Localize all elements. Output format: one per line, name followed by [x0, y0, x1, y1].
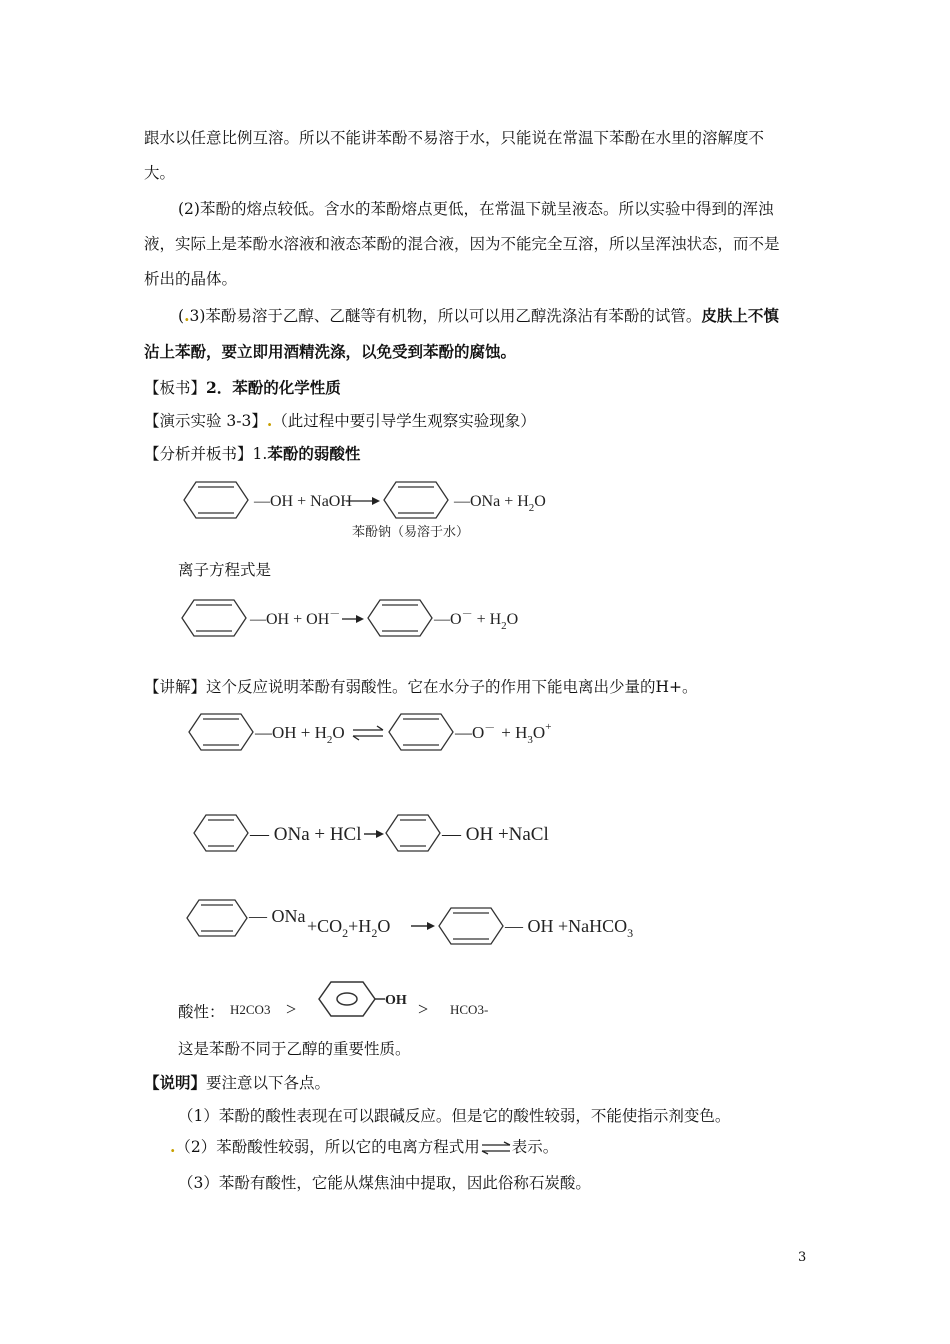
arrow-icon — [342, 615, 364, 623]
para2-line1: (2)苯酚的熔点较低。含水的苯酚熔点更低，在常温下就呈液态。所以实验中得到的浑浊 — [178, 200, 774, 218]
benzene-ring-icon — [184, 482, 248, 518]
benzene-ring-icon — [319, 982, 385, 1016]
eq3-rhs: —O－ + $H_3O^+$ — [455, 721, 552, 746]
eq4-lhs: — ONa + HCl — [250, 824, 362, 845]
board-heading — [144, 377, 341, 399]
equilibrium-arrow-icon — [480, 1141, 512, 1155]
notes-heading — [144, 1072, 330, 1094]
acidity-h2co3: H2CO3 — [230, 1002, 271, 1017]
eq5-mid: $+CO_2+H_2O$ — [307, 916, 391, 940]
notes-title: 要注意以下各点。 — [206, 1074, 331, 1092]
eq1-rhs: —ONa + $H_2O$ — [454, 493, 546, 514]
eq3-lhs: —OH + $H_2O$ — [255, 723, 345, 746]
demo-dot: . — [266, 411, 273, 430]
arrow-icon — [411, 922, 435, 930]
notes-item2-dot: . — [170, 1137, 176, 1156]
para3-dot: . — [184, 306, 190, 325]
para1-line1: 跟水以任意比例互溶。所以不能讲苯酚不易溶于水，只能说在常温下苯酚在水里的溶解度不 — [144, 129, 765, 147]
acidity-note: 这是苯酚不同于乙醇的重要性质。 — [178, 1040, 411, 1058]
benzene-ring-icon — [187, 900, 247, 936]
demo-text: （此过程中要引导学生观察实验现象） — [272, 412, 536, 430]
acidity-label: 酸性： — [178, 1003, 225, 1021]
equation-phenol-naoh — [176, 478, 576, 542]
acidity-gt-1: > — [286, 999, 297, 1019]
benzene-ring-icon — [194, 815, 248, 851]
eq1-note: 苯酚钠（易溶于水） — [352, 524, 470, 539]
para3-line1 — [178, 305, 779, 327]
page-number: 3 — [798, 1250, 807, 1265]
benzene-ring-icon — [386, 815, 440, 851]
equation-sodium-phenoxide-co2 — [183, 898, 643, 948]
analysis-text: 苯酚的弱酸性 — [267, 444, 361, 463]
eq1-lhs: —OH + NaOH — [254, 493, 352, 510]
eq2-rhs: —O－ + $H_2O$ — [434, 608, 519, 632]
para3-rest: 3)苯酚易溶于乙醇、乙醚等有机物，所以可以用乙醇洗涤沾有苯酚的试管。 — [189, 307, 702, 325]
demo-line — [144, 410, 536, 432]
benzene-ring-icon — [439, 908, 503, 944]
para3-bold1: 皮肤上不慎 — [701, 306, 779, 325]
acidity-hco3: HCO3- — [450, 1002, 489, 1017]
analysis-line — [144, 443, 360, 465]
eq2-lhs: —OH + OH－ — [250, 608, 341, 628]
equation-sodium-phenoxide-hcl — [190, 811, 570, 859]
eq4-rhs: — OH +NaCl — [442, 824, 549, 845]
para2-line3: 析出的晶体。 — [144, 270, 238, 288]
notes-item-2 — [170, 1136, 558, 1158]
equation-phenol-ionization — [183, 710, 583, 758]
para3-open: ( — [178, 307, 185, 325]
lecture-line — [144, 676, 698, 698]
benzene-ring-icon — [189, 714, 253, 750]
benzene-ring-icon — [368, 600, 432, 636]
notes-item-3: （3）苯酚有酸性，它能从煤焦油中提取，因此俗称石炭酸。 — [178, 1174, 591, 1192]
benzene-ring-icon — [182, 600, 246, 636]
para3-bold2: 沾上苯酚，要立即用酒精洗涤，以免受到苯酚的腐蚀。 — [144, 342, 517, 361]
phenol-oh: OH — [385, 993, 407, 1008]
benzene-ring-icon — [389, 714, 453, 750]
eq5-rhs: — OH +NaHCO$_3$ — [505, 916, 634, 940]
analysis-bracket: 【分析并板书】 — [144, 445, 253, 463]
phenol-structure — [313, 979, 423, 1025]
lecture-bracket: 【讲解】 — [144, 678, 207, 696]
board-text: 2．苯酚的化学性质 — [206, 378, 341, 397]
ionic-label: 离子方程式是 — [178, 561, 272, 579]
para2-line2: 液，实际上是苯酚水溶液和液态苯酚的混合液，因为不能完全互溶，所以呈浑浊状态，而不是 — [144, 235, 780, 253]
eq5-lhs: — ONa — [249, 906, 306, 926]
analysis-num: 1. — [252, 445, 268, 463]
notes-item2-a: （2）苯酚酸性较弱，所以它的电离方程式用 — [175, 1138, 480, 1156]
benzene-ring-icon — [384, 482, 448, 518]
demo-bracket: 【演示实验 3-3】 — [144, 412, 267, 430]
notes-item-1: （1）苯酚的酸性表现在可以跟碱反应。但是它的酸性较弱，不能使指示剂变色。 — [178, 1107, 731, 1125]
arrow-icon — [364, 830, 384, 838]
equation-phenol-oh — [176, 596, 556, 642]
para1-line2: 大。 — [144, 164, 176, 182]
notes-bracket: 【说明】 — [144, 1073, 207, 1092]
equilibrium-arrow-icon — [353, 726, 383, 740]
acidity-gt-2: > — [418, 999, 429, 1019]
notes-item2-b: 表示。 — [511, 1138, 559, 1156]
lecture-text: 这个反应说明苯酚有弱酸性。它在水分子的作用下能电离出少量的H+。 — [206, 678, 698, 696]
board-bracket: 【板书】 — [144, 379, 207, 397]
